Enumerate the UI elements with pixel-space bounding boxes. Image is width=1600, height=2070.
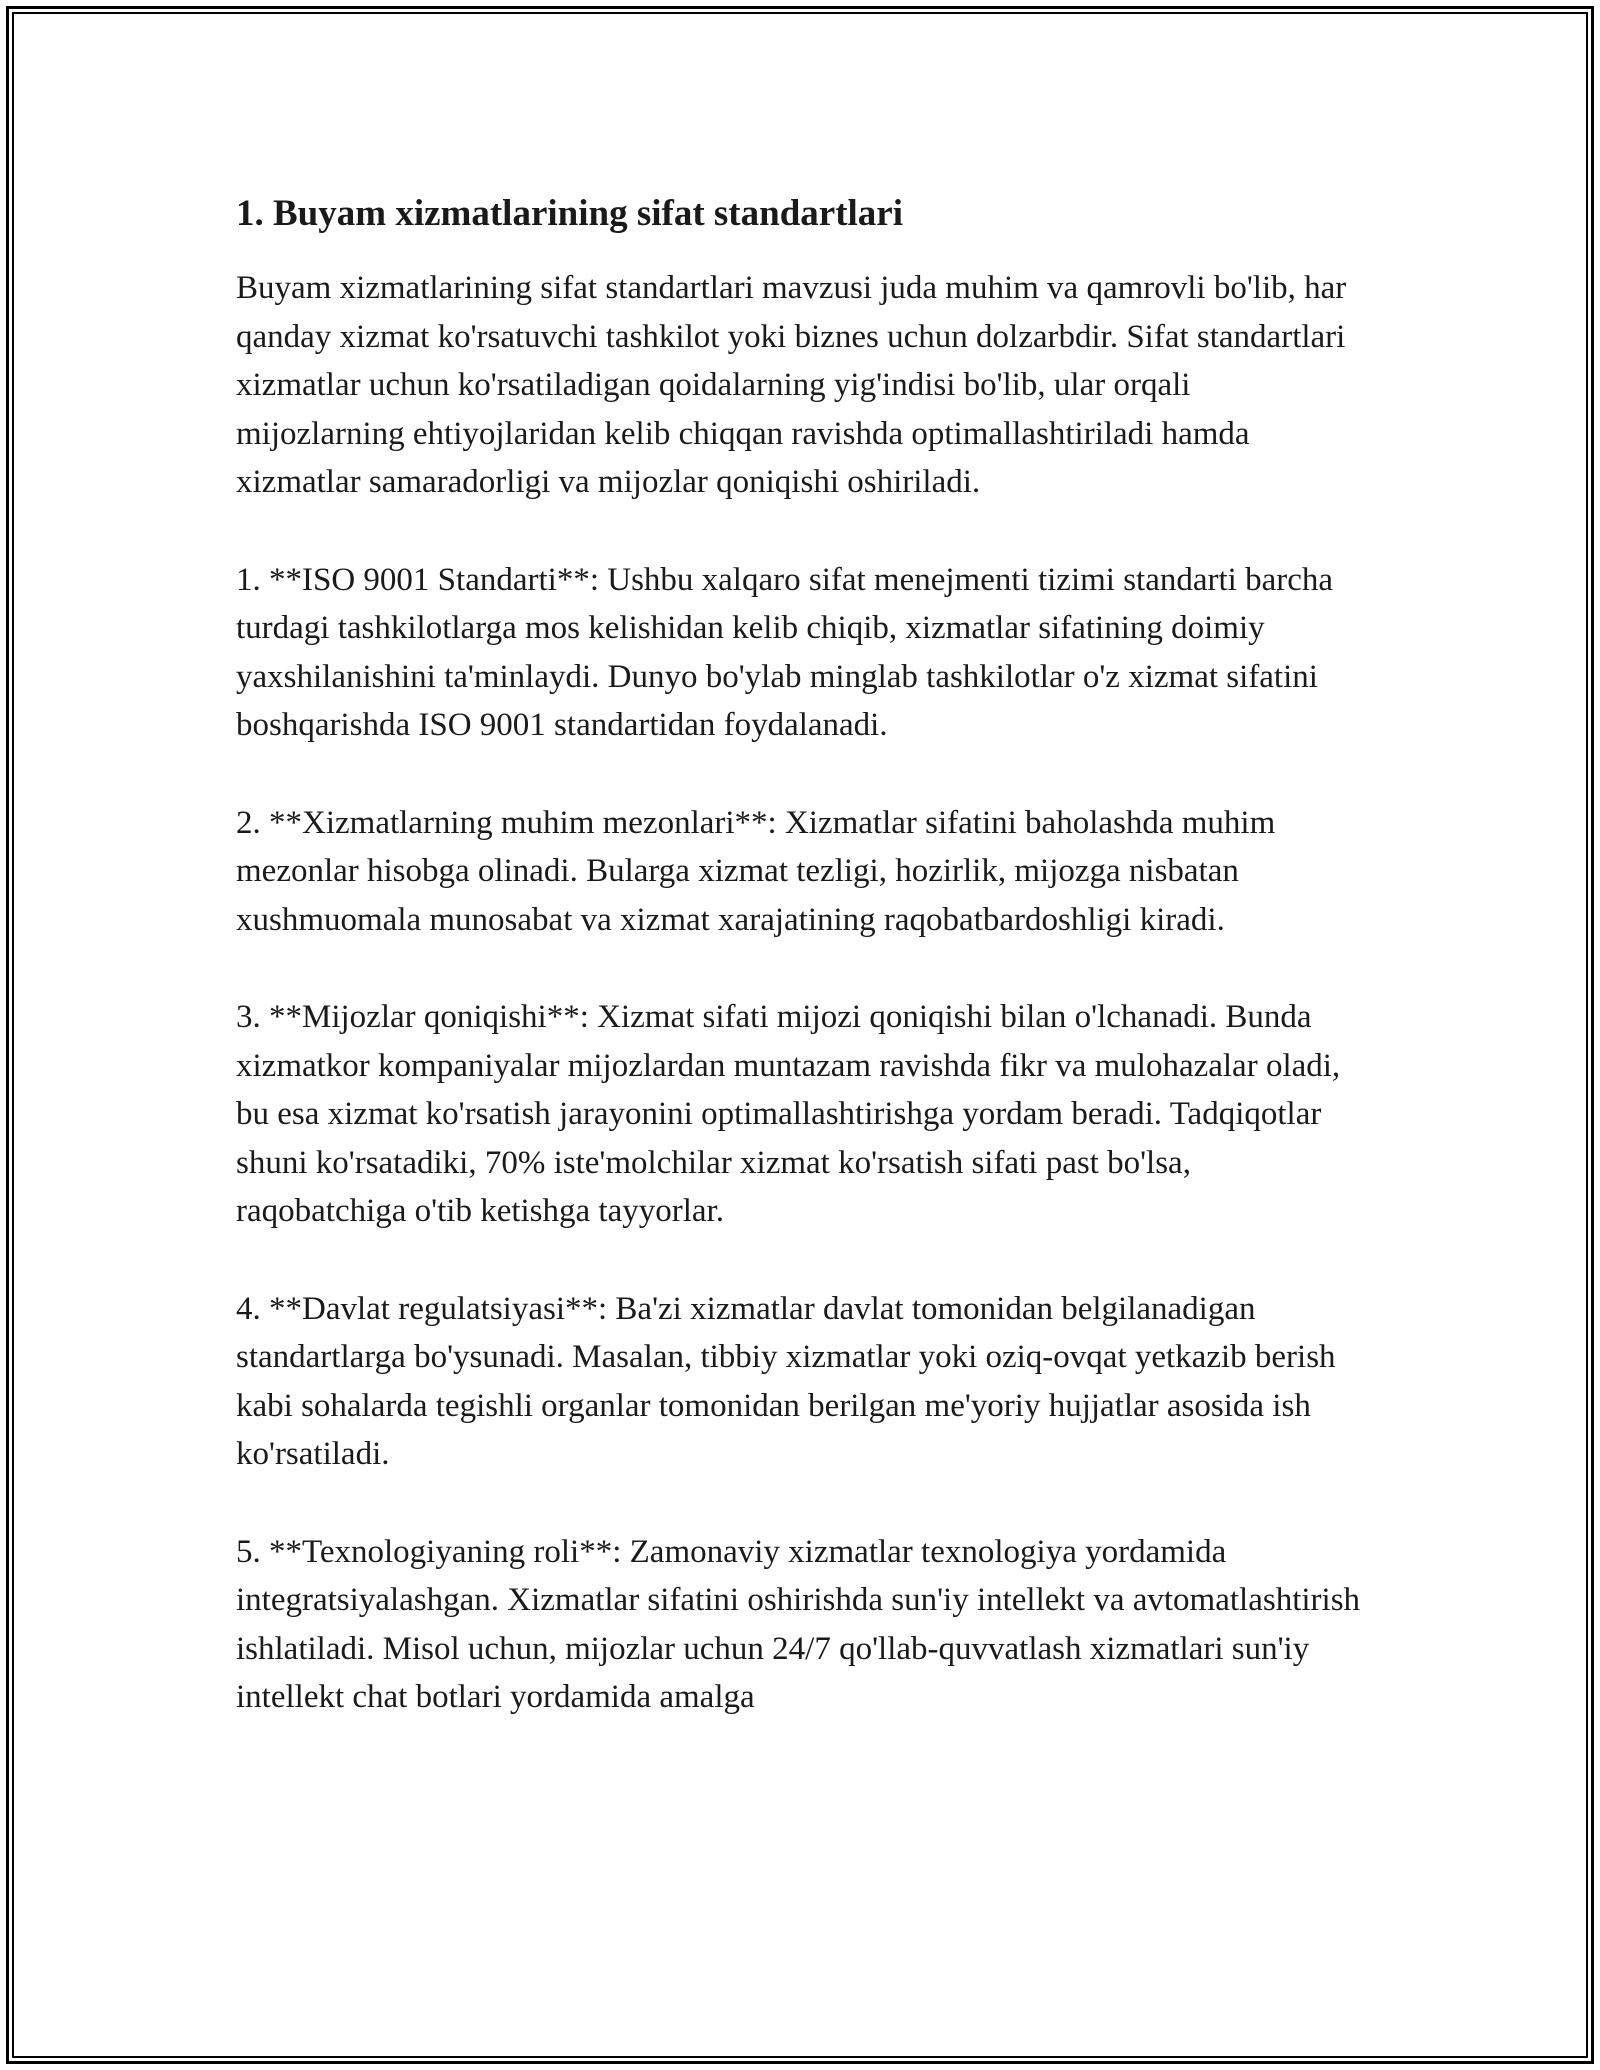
intro-paragraph: Buyam xizmatlarining sifat standartlari mavzusi juda muhim va qamrovli bo'lib, har qanday xizmat ko'rsatuvchi tashkilot yoki biznes uchun dolzarbdir. Sifat standartlari xizmatlar uchun ko'rsatiladigan qoidalarning yig'indisi bo'lib, ular orqali mijozlarning ehtiyojlaridan kelib chiqqan ravishda optimallashtiriladi hamda xizmatlar samaradorligi va mijozlar qoniqishi oshiriladi. bbox=[236, 270, 1347, 500]
document-heading: 1. Buyam xizmatlarining sifat standartlari bbox=[236, 193, 904, 234]
paragraph-technology-role: 5. **Texnologiyaning roli**: Zamonaviy xizmatlar texnologiya yordamida integratsiyalashgan. Xizmatlar sifatini oshirishda sun'iy intellekt va avtomatlashtirish ishlatiladi. Misol uchun, mijozlar uchun 24/7 qo'llab-quvvatlash xizmatlari sun'iy intellekt chat botlari yordamida amalga bbox=[236, 1533, 1361, 1715]
paragraph-service-criteria: 2. **Xizmatlarning muhim mezonlari**: Xizmatlar sifatini baholashda muhim mezonlar hisobga olinadi. Bularga xizmat tezligi, hozirlik, mijozga nisbatan xushmuomala munosabat va xizmat xarajatining raqobatbardoshligi kiradi. bbox=[236, 804, 1276, 938]
paragraph-customer-satisfaction: 3. **Mijozlar qoniqishi**: Xizmat sifati mijozi qoniqishi bilan o'lchanadi. Bunda xizmatkor kompaniyalar mijozlardan muntazam ravishda fikr va mulohazalar oladi, bu esa xizmat ko'rsatish jarayonini optimallashtirishga yordam beradi. Tadqiqotlar shuni ko'rsatadiki, 70% iste'molchilar xizmat ko'rsatish sifati past bo'lsa, raqobatchiga o'tib ketishga tayyorlar. bbox=[236, 999, 1341, 1229]
paragraph-iso-9001: 1. **ISO 9001 Standarti**: Ushbu xalqaro sifat menejmenti tizimi standarti barcha turdagi tashkilotlarga mos kelishidan kelib chiqib, xizmatlar sifatining doimiy yaxshilanishini ta'minlaydi. Dunyo bo'ylab minglab tashkilotlar o'z xizmat sifatini boshqarishda ISO 9001 standartidan foydalanadi. bbox=[236, 561, 1334, 743]
document-body bbox=[236, 186, 1366, 1771]
paragraph-state-regulation: 4. **Davlat regulatsiyasi**: Ba'zi xizmatlar davlat tomonidan belgilanadigan standartlarga bo'ysunadi. Masalan, tibbiy xizmatlar yoki oziq-ovqat yetkazib berish kabi sohalarda tegishli organlar tomonidan berilgan me'yoriy hujjatlar asosida ish ko'rsatiladi. bbox=[236, 1290, 1336, 1472]
